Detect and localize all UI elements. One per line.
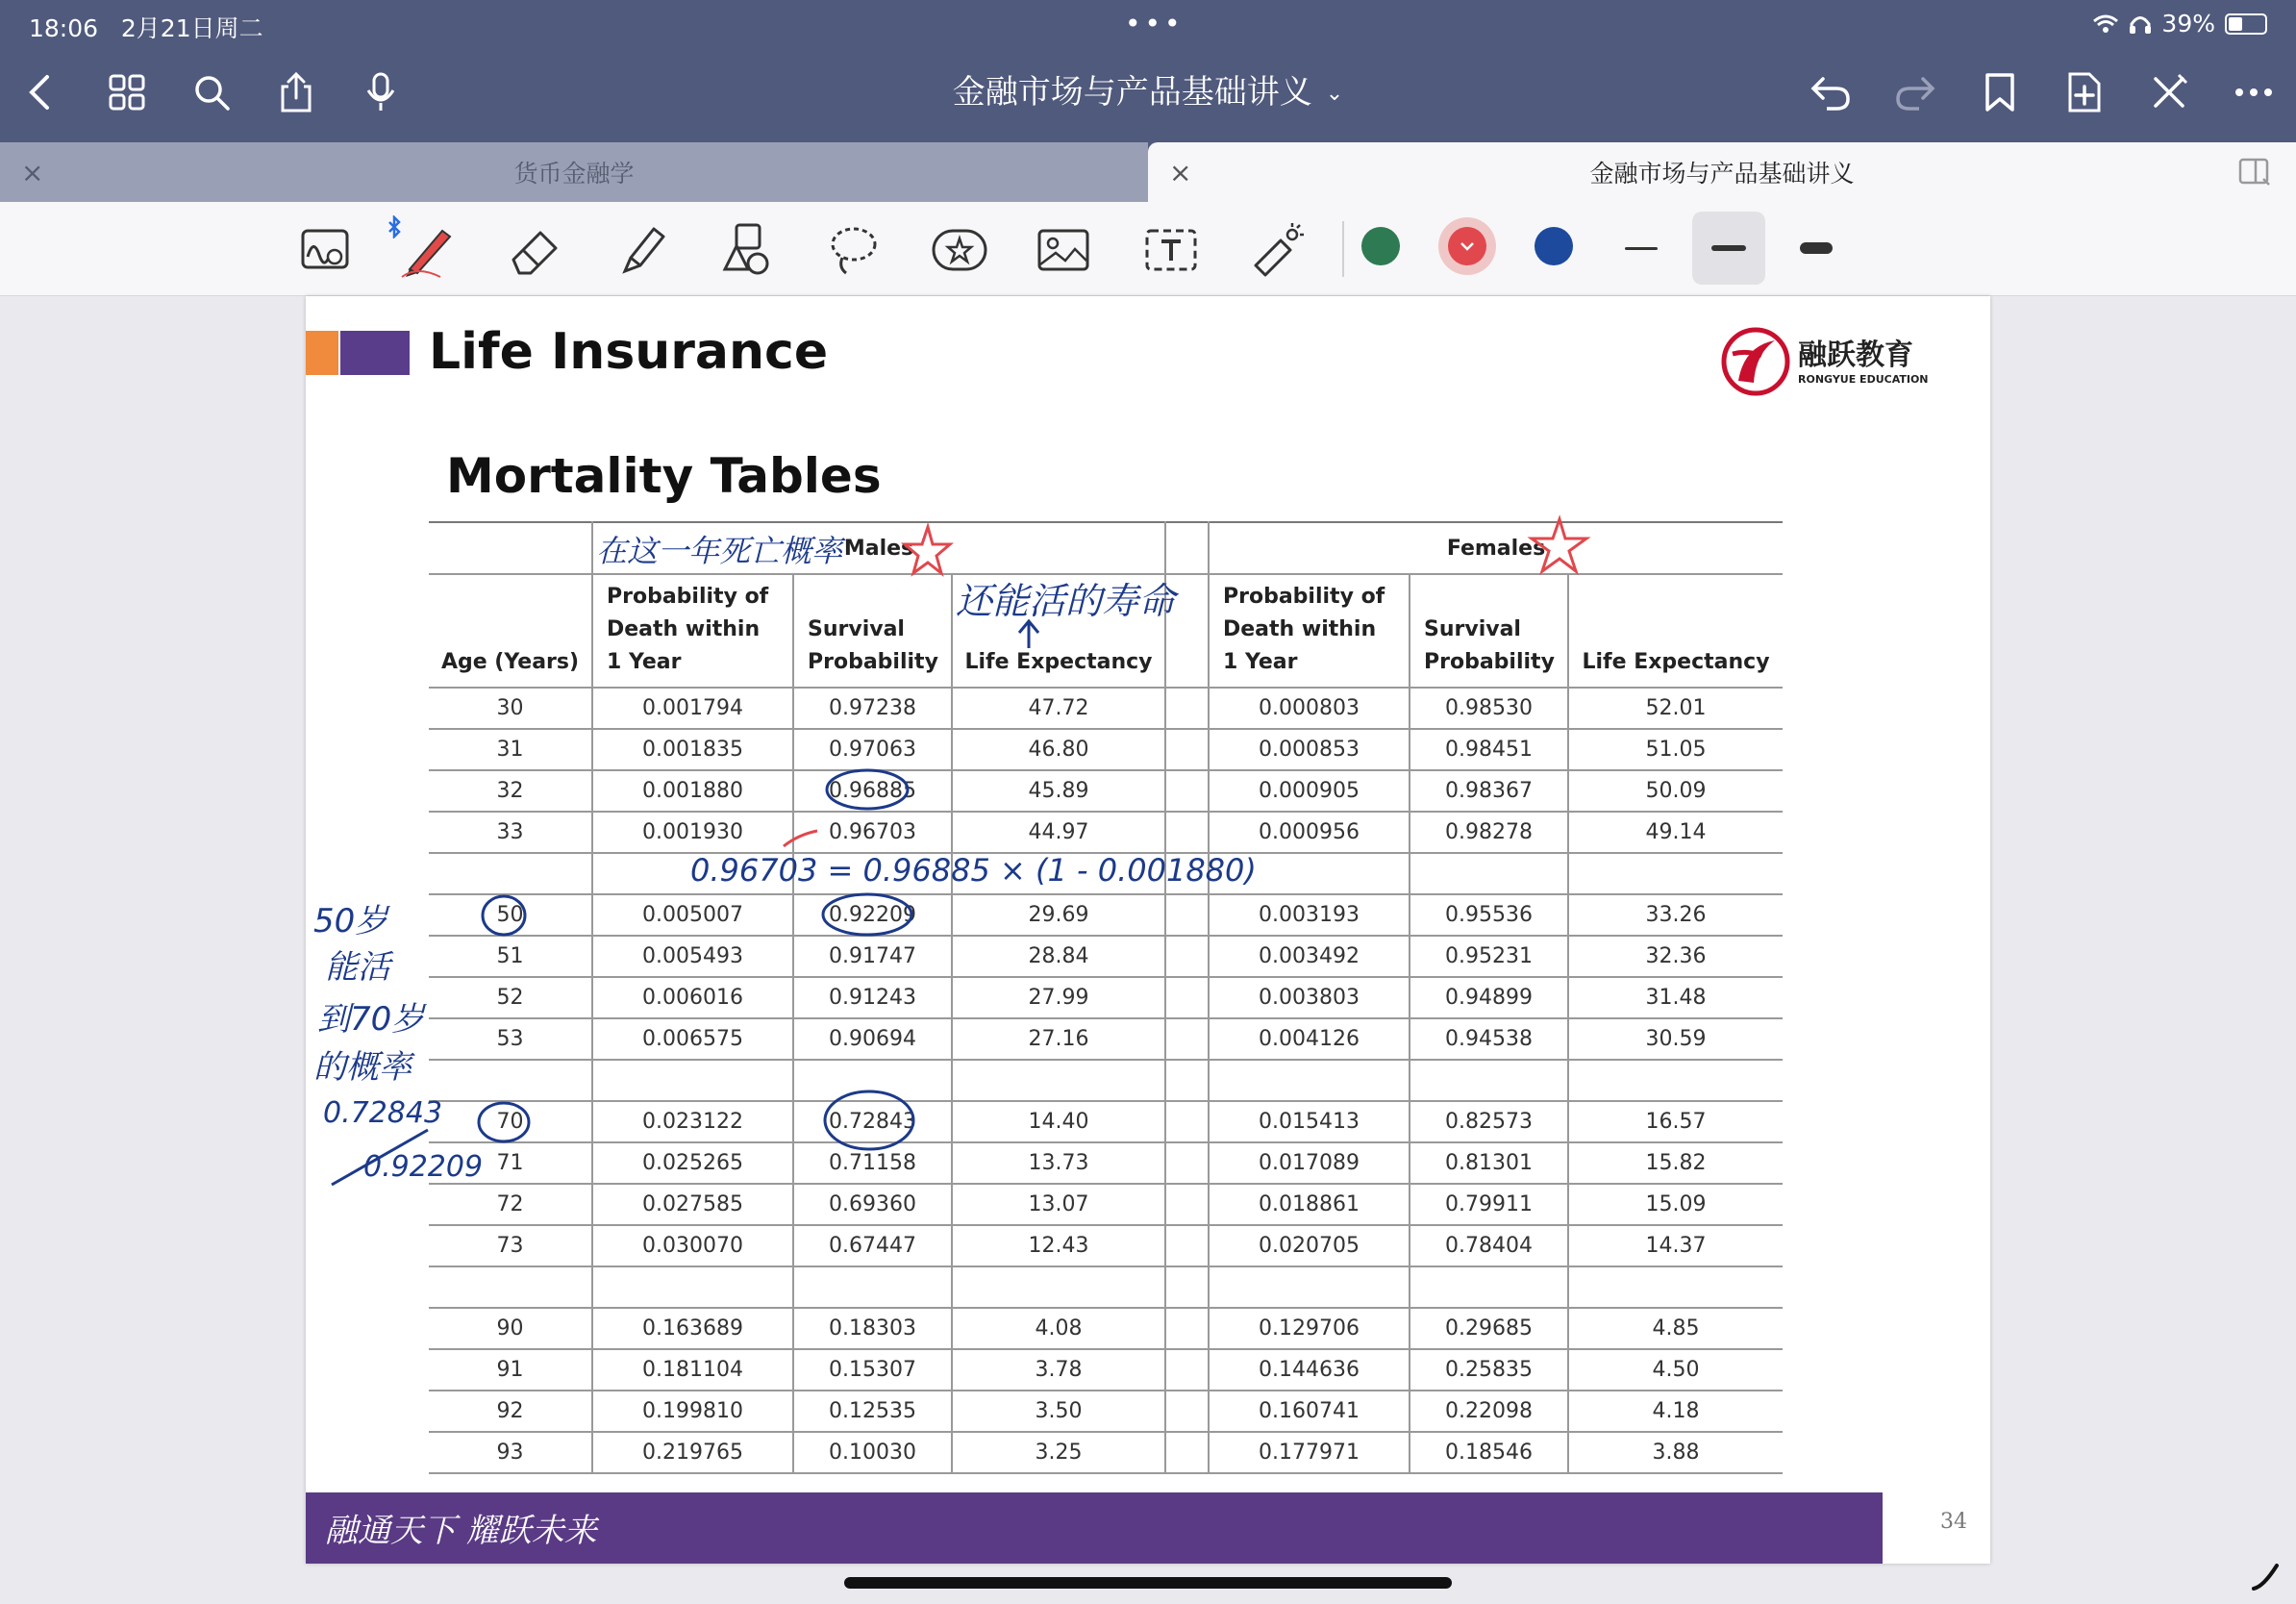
table-cell: 14.40 — [952, 1101, 1165, 1142]
table-cell: 91 — [429, 1349, 592, 1391]
table-cell: 4.18 — [1568, 1391, 1783, 1432]
table-cell — [1410, 1060, 1568, 1101]
slide-title: Life Insurance — [429, 323, 829, 381]
table-cell: 32.36 — [1568, 936, 1783, 977]
spacer-cell — [1165, 1142, 1209, 1184]
table-cell: 13.07 — [952, 1184, 1165, 1225]
table-gap-row — [429, 853, 1783, 894]
table-cell: 3.25 — [952, 1432, 1165, 1473]
table-cell: 0.020705 — [1209, 1225, 1410, 1266]
multitask-dots-icon[interactable]: ••• — [1125, 8, 1185, 39]
table-cell: 93 — [429, 1432, 592, 1473]
bookmark-button[interactable] — [1973, 65, 2027, 119]
table-cell: 72 — [429, 1184, 592, 1225]
sticker-tool[interactable] — [929, 219, 990, 281]
table-cell: 0.94899 — [1410, 977, 1568, 1018]
table-cell — [1209, 1060, 1410, 1101]
battery-percent: 39% — [2161, 10, 2215, 38]
stroke-medium — [1711, 245, 1746, 251]
table-cell: 0.018861 — [1209, 1184, 1410, 1225]
spacer-cell — [1165, 977, 1209, 1018]
status-right — [2092, 10, 2267, 38]
table-cell: 0.000956 — [1209, 812, 1410, 853]
table-cell: 0.18546 — [1410, 1432, 1568, 1473]
spacer-cell — [1165, 1184, 1209, 1225]
pencil-hover-icon — [2250, 1560, 2283, 1592]
table-cell: 0.015413 — [1209, 1101, 1410, 1142]
table-cell: 53 — [429, 1018, 592, 1060]
table-cell: 0.96885 — [793, 770, 952, 812]
table-cell: 0.82573 — [1410, 1101, 1568, 1142]
text-tool[interactable] — [1140, 219, 1202, 281]
spacer-cell — [1165, 729, 1209, 770]
note-life-expectancy: 还能活的寿命 — [956, 580, 1176, 622]
table-cell — [1410, 1266, 1568, 1308]
table-cell: 44.97 — [952, 812, 1165, 853]
table-cell: 33 — [429, 812, 592, 853]
table-row — [429, 977, 1783, 1018]
table-row — [429, 729, 1783, 770]
table-cell — [952, 1266, 1165, 1308]
males-header: Males — [592, 522, 1165, 574]
chevron-down-icon — [1460, 241, 1475, 251]
table-cell — [592, 1266, 793, 1308]
app-header — [0, 0, 2296, 142]
logo-text-en: RONGYUE EDUCATION — [1798, 373, 1929, 386]
spacer-cell — [1165, 812, 1209, 853]
table-cell: 0.219765 — [592, 1432, 793, 1473]
table-cell: 0.027585 — [592, 1184, 793, 1225]
search-icon — [192, 73, 231, 112]
redo-button[interactable] — [1888, 65, 1942, 119]
grid-icon — [108, 73, 146, 112]
table-cell — [1568, 853, 1783, 894]
table-cell: 0.95536 — [1410, 894, 1568, 936]
table-cell: 0.003803 — [1209, 977, 1410, 1018]
table-cell: 47.72 — [952, 688, 1165, 729]
undo-button[interactable] — [1804, 65, 1858, 119]
table-cell: 0.160741 — [1209, 1391, 1410, 1432]
table-cell: 0.98530 — [1410, 688, 1568, 729]
table-row — [429, 1225, 1783, 1266]
mortality-table — [429, 521, 1783, 1474]
chevron-left-icon — [26, 73, 55, 112]
microphone-icon — [363, 71, 398, 113]
table-cell: 73 — [429, 1225, 592, 1266]
table-cell: 30 — [429, 688, 592, 729]
table-cell: 90 — [429, 1308, 592, 1349]
table-cell — [429, 1266, 592, 1308]
add-page-button[interactable] — [2058, 65, 2111, 119]
table-cell: 3.78 — [952, 1349, 1165, 1391]
table-cell — [952, 1060, 1165, 1101]
spacer-cell — [1165, 1308, 1209, 1349]
table-cell: 0.98278 — [1410, 812, 1568, 853]
table-cell: 52.01 — [1568, 688, 1783, 729]
side-note-line3: 到70岁 — [317, 1000, 425, 1039]
table-cell — [1568, 1060, 1783, 1101]
table-cell: 0.22098 — [1410, 1391, 1568, 1432]
table-cell — [592, 853, 793, 894]
col-male-prob-death: Probability of Death within 1 Year — [592, 574, 793, 688]
table-cell: 4.50 — [1568, 1349, 1783, 1391]
table-cell: 0.10030 — [793, 1432, 952, 1473]
table-cell: 4.85 — [1568, 1308, 1783, 1349]
note-formula: 0.96703 = 0.96885 × (1 - 0.001880) — [690, 852, 1257, 889]
logo-text-cn: 融跃教育 — [1798, 338, 1913, 372]
document-title[interactable]: 金融市场与产品基础讲义 ⌄ — [952, 73, 1344, 112]
more-button[interactable] — [2227, 65, 2281, 119]
table-cell: 27.99 — [952, 977, 1165, 1018]
side-note-line2: 能活 — [325, 948, 390, 987]
table-cell: 0.25835 — [1410, 1349, 1568, 1391]
headphones-icon — [2129, 13, 2152, 35]
tab-currency-finance[interactable] — [0, 142, 1148, 202]
spacer-cell — [1165, 1060, 1209, 1101]
pen-cross-icon — [2150, 73, 2188, 112]
text-box-icon — [1144, 226, 1198, 274]
table-cell: 0.144636 — [1209, 1349, 1410, 1391]
spacer-cell — [1165, 936, 1209, 977]
table-cell: 0.000853 — [1209, 729, 1410, 770]
col-female-life-exp: Life Expectancy — [1568, 574, 1783, 688]
table-cell: 30.59 — [1568, 1018, 1783, 1060]
spacer-cell — [1165, 894, 1209, 936]
table-cell: 0.129706 — [1209, 1308, 1410, 1349]
table-cell: 0.95231 — [1410, 936, 1568, 977]
table-cell: 16.57 — [1568, 1101, 1783, 1142]
highlighter-icon — [613, 221, 671, 279]
table-cell: 31 — [429, 729, 592, 770]
table-row — [429, 688, 1783, 729]
table-cell: 0.000905 — [1209, 770, 1410, 812]
spacer-cell — [1165, 1391, 1209, 1432]
undo-icon — [1809, 73, 1852, 112]
edit-tools-button[interactable] — [2142, 65, 2196, 119]
brand-logo — [1719, 325, 1959, 402]
back-button[interactable] — [13, 65, 67, 119]
table-row — [429, 1184, 1783, 1225]
laser-pointer-icon — [1248, 221, 1306, 279]
table-cell: 51 — [429, 936, 592, 977]
spacer-cell — [1165, 1349, 1209, 1391]
search-button[interactable] — [185, 65, 238, 119]
table-cell: 0.94538 — [1410, 1018, 1568, 1060]
table-cell: 0.98367 — [1410, 770, 1568, 812]
tab-financial-markets[interactable] — [1148, 142, 2296, 202]
eraser-icon — [506, 221, 563, 279]
table-cell: 28.84 — [952, 936, 1165, 977]
table-row — [429, 1018, 1783, 1060]
table-cell — [1568, 1266, 1783, 1308]
table-row — [429, 1101, 1783, 1142]
voice-button[interactable] — [354, 65, 408, 119]
table-cell: 0.97063 — [793, 729, 952, 770]
col-female-prob-death: Probability of Death within 1 Year — [1209, 574, 1410, 688]
table-cell — [793, 1060, 952, 1101]
table-cell: 0.72843 — [793, 1101, 952, 1142]
table-cell: 52 — [429, 977, 592, 1018]
table-row — [429, 1142, 1783, 1184]
table-row — [429, 936, 1783, 977]
spacer-cell — [1165, 1266, 1209, 1308]
table-cell: 0.71158 — [793, 1142, 952, 1184]
table-cell: 12.43 — [952, 1225, 1165, 1266]
table-cell: 49.14 — [1568, 812, 1783, 853]
color-swatch-red-selected[interactable] — [1438, 217, 1496, 275]
table-cell: 0.006016 — [592, 977, 793, 1018]
zoom-writing-tool[interactable] — [294, 219, 356, 281]
footer-slogan: 融通天下 耀跃未来 — [325, 1512, 597, 1550]
table-cell — [592, 1060, 793, 1101]
toolbar-divider — [1342, 221, 1344, 277]
table-cell: 0.003492 — [1209, 936, 1410, 977]
table-row — [429, 1308, 1783, 1349]
side-note-line4: 的概率 — [313, 1048, 412, 1087]
table-cell: 0.81301 — [1410, 1142, 1568, 1184]
section-title: Mortality Tables — [446, 448, 882, 504]
eraser-tool[interactable] — [504, 219, 565, 281]
table-cell: 0.199810 — [592, 1391, 793, 1432]
home-indicator[interactable] — [844, 1577, 1452, 1589]
pen-icon — [398, 221, 456, 279]
image-tool[interactable] — [1033, 219, 1094, 281]
table-cell: 3.50 — [952, 1391, 1165, 1432]
spacer-cell — [1165, 1018, 1209, 1060]
table-cell: 0.025265 — [592, 1142, 793, 1184]
table-cell: 0.12535 — [793, 1391, 952, 1432]
wifi-icon — [2092, 13, 2119, 35]
table-cell: 0.000803 — [1209, 688, 1410, 729]
close-icon[interactable]: × — [1169, 157, 1192, 188]
table-cell: 50.09 — [1568, 770, 1783, 812]
slide-page — [306, 296, 1990, 1564]
table-cell: 50 — [429, 894, 592, 936]
table-cell: 51.05 — [1568, 729, 1783, 770]
spacer-cell — [1165, 1225, 1209, 1266]
table-cell — [429, 1060, 592, 1101]
grid-view-button[interactable] — [100, 65, 154, 119]
table-cell — [952, 853, 1165, 894]
table-cell: 71 — [429, 1142, 592, 1184]
table-cell: 46.80 — [952, 729, 1165, 770]
more-icon — [2234, 88, 2273, 97]
table-cell: 0.030070 — [592, 1225, 793, 1266]
table-cell: 0.001794 — [592, 688, 793, 729]
col-male-survival: Survival Probability — [793, 574, 952, 688]
stroke-thick[interactable] — [1800, 242, 1833, 254]
table-cell: 4.08 — [952, 1308, 1165, 1349]
table-row — [429, 1391, 1783, 1432]
col-male-life-exp: Life Expectancy — [952, 574, 1165, 688]
table-cell: 0.29685 — [1410, 1308, 1568, 1349]
table-cell: 0.001880 — [592, 770, 793, 812]
table-cell: 15.09 — [1568, 1184, 1783, 1225]
spacer-cell — [1165, 853, 1209, 894]
share-icon — [277, 71, 315, 113]
table-row — [429, 812, 1783, 853]
table-cell: 0.69360 — [793, 1184, 952, 1225]
table-cell: 3.88 — [1568, 1432, 1783, 1473]
laser-pointer-tool[interactable] — [1246, 219, 1308, 281]
table-cell: 0.004126 — [1209, 1018, 1410, 1060]
table-cell: 0.78404 — [1410, 1225, 1568, 1266]
females-header: Females — [1209, 522, 1783, 574]
table-cell: 14.37 — [1568, 1225, 1783, 1266]
table-cell: 92 — [429, 1391, 592, 1432]
table-cell: 15.82 — [1568, 1142, 1783, 1184]
spacer-cell — [1165, 770, 1209, 812]
pen-tool[interactable] — [396, 219, 458, 281]
split-view-icon[interactable] — [2238, 158, 2271, 187]
table-cell: 0.001930 — [592, 812, 793, 853]
table-cell — [1209, 1266, 1410, 1308]
highlighter-tool[interactable] — [611, 219, 673, 281]
zoom-window-icon — [300, 228, 350, 272]
table-cell: 0.017089 — [1209, 1142, 1410, 1184]
table-cell: 0.15307 — [793, 1349, 952, 1391]
table-cell: 0.005007 — [592, 894, 793, 936]
shapes-icon — [717, 221, 775, 279]
tab-label: 货币金融学 — [513, 160, 635, 188]
color-swatch-blue[interactable] — [1535, 227, 1573, 265]
col-age: Age (Years) — [429, 574, 592, 688]
table-gap-row — [429, 1060, 1783, 1101]
add-page-icon — [2066, 71, 2103, 113]
title-accent-orange — [306, 331, 338, 375]
table-cell — [429, 853, 592, 894]
col-female-survival: Survival Probability — [1410, 574, 1568, 688]
table-cell: 0.98451 — [1410, 729, 1568, 770]
table-cell: 45.89 — [952, 770, 1165, 812]
drawing-toolbar — [0, 202, 2296, 296]
table-row — [429, 894, 1783, 936]
table-row — [429, 770, 1783, 812]
rongyue-logo-icon — [1719, 325, 1792, 398]
table-cell: 0.003193 — [1209, 894, 1410, 936]
spacer-cell — [1165, 688, 1209, 729]
table-row — [429, 1432, 1783, 1473]
footer-bar-end — [1844, 1492, 1883, 1564]
battery-icon — [2225, 13, 2267, 35]
redo-icon — [1894, 73, 1936, 112]
table-cell: 0.91243 — [793, 977, 952, 1018]
table-cell: 33.26 — [1568, 894, 1783, 936]
table-row — [429, 1349, 1783, 1391]
table-cell: 0.006575 — [592, 1018, 793, 1060]
lasso-icon — [825, 221, 883, 279]
table-cell — [1209, 853, 1410, 894]
table-cell: 0.181104 — [592, 1349, 793, 1391]
table-cell: 0.96703 — [793, 812, 952, 853]
table-cell: 13.73 — [952, 1142, 1165, 1184]
table-cell: 70 — [429, 1101, 592, 1142]
chevron-down-icon: ⌄ — [1325, 81, 1344, 106]
table-cell: 31.48 — [1568, 977, 1783, 1018]
table-cell: 0.67447 — [793, 1225, 952, 1266]
table-cell: 0.92209 — [793, 894, 952, 936]
star-sticker-icon — [930, 221, 989, 279]
close-icon[interactable]: × — [21, 157, 44, 188]
table-cell: 0.91747 — [793, 936, 952, 977]
side-note-line1: 50岁 — [313, 902, 388, 940]
table-cell: 0.97238 — [793, 688, 952, 729]
table-cell: 0.90694 — [793, 1018, 952, 1060]
tab-bar — [0, 142, 2296, 202]
table-cell: 0.79911 — [1410, 1184, 1568, 1225]
image-icon — [1036, 226, 1090, 274]
table-cell: 0.18303 — [793, 1308, 952, 1349]
table-cell — [1410, 853, 1568, 894]
table-cell: 32 — [429, 770, 592, 812]
table-cell — [793, 853, 952, 894]
table-cell: 0.023122 — [592, 1101, 793, 1142]
table-column-header — [429, 574, 1783, 688]
page-number: 34 — [1940, 1510, 1967, 1534]
share-button[interactable] — [269, 65, 323, 119]
table-cell: 0.177971 — [1209, 1432, 1410, 1473]
table-gap-row — [429, 1266, 1783, 1308]
tab-label: 金融市场与产品基础讲义 — [1589, 160, 1855, 188]
table-cell: 0.005493 — [592, 936, 793, 977]
color-swatch-green[interactable] — [1361, 227, 1400, 265]
spacer-cell — [1165, 1432, 1209, 1473]
table-group-header — [429, 522, 1783, 574]
table-cell: 0.163689 — [592, 1308, 793, 1349]
side-note-denominator: 0.92209 — [363, 1150, 484, 1184]
table-cell — [793, 1266, 952, 1308]
note-males: 在这一年死亡概率 — [596, 533, 843, 569]
table-cell: 27.16 — [952, 1018, 1165, 1060]
bookmark-icon — [1984, 72, 2016, 113]
lasso-tool[interactable] — [823, 219, 885, 281]
stroke-thin[interactable] — [1625, 247, 1658, 250]
table-cell: 29.69 — [952, 894, 1165, 936]
status-time: 18:06 2月21日周二 — [29, 14, 263, 42]
table-cell: 0.001835 — [592, 729, 793, 770]
shape-tool[interactable] — [715, 219, 777, 281]
title-accent-purple — [340, 331, 410, 375]
spacer-cell — [1165, 1101, 1209, 1142]
side-note-numerator: 0.72843 — [323, 1096, 443, 1130]
